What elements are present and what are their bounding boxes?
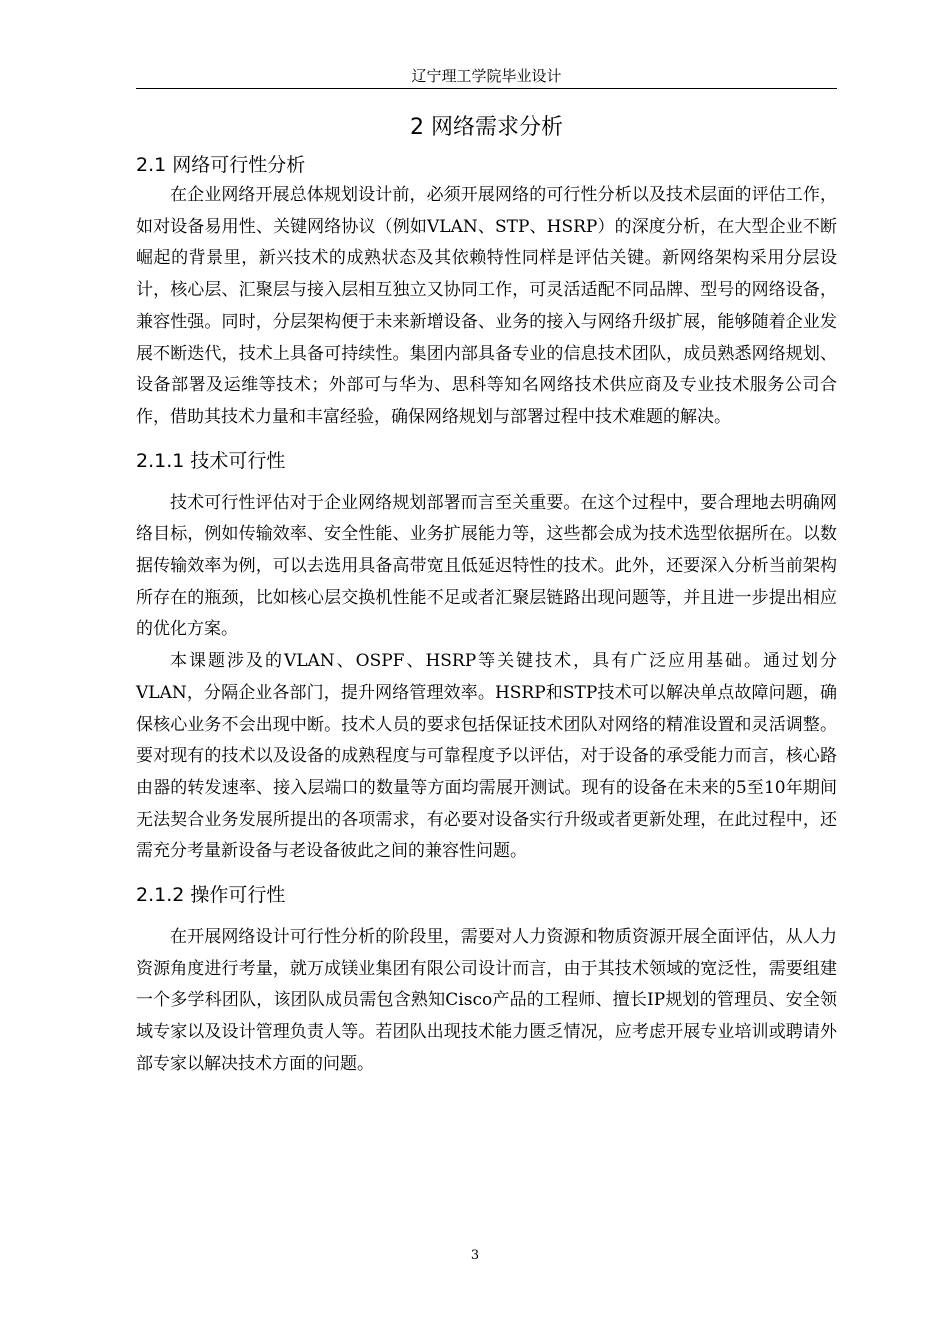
paragraph: 在开展网络设计可行性分析的阶段里，需要对人力资源和物质资源开展全面评估，从人力资源角度进行考量，就万成镁业集团有限公司设计而言，由于其技术领域的宽泛性，需要组建一个多学科团队，该团队成员需包含熟知Cisco产品的工程师、擅长IP规划的管理员、安全领域专家以及设计管理负责人等。若团队出现技术能力匮乏情况，应考虑开展专业培训或聘请外部专家以解决技术方面的问题。 — [136, 927, 837, 1074]
paragraph: 技术可行性评估对于企业网络规划部署而言至关重要。在这个过程中，要合理地去明确网络目标，例如传输效率、安全性能、业务扩展能力等，这些都会成为技术选型依据所在。以数据传输效率为例，可以去选用具备高带宽且低延迟特性的技术。此外，还要深入分析当前架构所存在的瓶颈，比如核心层交换机性能不足或者汇聚层链路出现问题等，并且进一步提出相应的优化方案。 — [136, 492, 837, 640]
header-title: 辽宁理工学院毕业设计 — [411, 67, 562, 85]
paragraph: 本课题涉及的VLAN、OSPF、HSRP等关键技术，具有广泛应用基础。通过划分VLAN，分隔企业各部门，提升网络管理效率。HSRP和STP技术可以解决单点故障问题，确保核心业务不会出现中断。技术人员的要求包括保证技术团队对网络的精准设置和灵活调整。要对现有的技术以及设备的成熟程度与可靠程度予以评估，对于设备的承受能力而言，核心路由器的转发速率、接入层端口的数量等方面均需展开测试。现有的设备在未来的5至10年期间无法契合业务发展所提出的各项需求，有必要对设备实行升级或者更新处理，在此过程中，还需充分考量新设备与老设备彼此之间的兼容性问题。 — [136, 651, 837, 862]
section-heading-2-1-2: 2.1.2 操作可行性 — [136, 884, 286, 907]
section-heading-2-1: 2.1 网络可行性分析 — [136, 154, 306, 176]
page-content — [136, 112, 837, 1081]
page-number: 3 — [470, 1248, 480, 1263]
section-heading-2-1-1: 2.1.1 技术可行性 — [136, 449, 286, 472]
paragraph: 在企业网络开展总体规划设计前，必须开展网络的可行性分析以及技术层面的评估工作，如对设备易用性、关键网络协议（例如VLAN、STP、HSRP）的深度分析，在大型企业不断崛起的背景里，新兴技术的成熟状态及其依赖特性同样是评估关键。新网络架构采用分层设计，核心层、汇聚层与接入层相互独立又协同工作，可灵活适配不同品牌、型号的网络设备，兼容性强。同时，分层架构便于未来新增设备、业务的接入与网络升级扩展，能够随着企业发展不断迭代，技术上具备可持续性。集团内部具备专业的信息技术团队，成员熟悉网络规划、设备部署及运维等技术；外部可与华为、思科等知名网络技术供应商及专业技术服务公司合作，借助其技术力量和丰富经验，确保网络规划与部署过程中技术难题的解决。 — [136, 185, 837, 427]
page-header — [136, 66, 837, 89]
chapter-title: 2 网络需求分析 — [410, 115, 563, 140]
